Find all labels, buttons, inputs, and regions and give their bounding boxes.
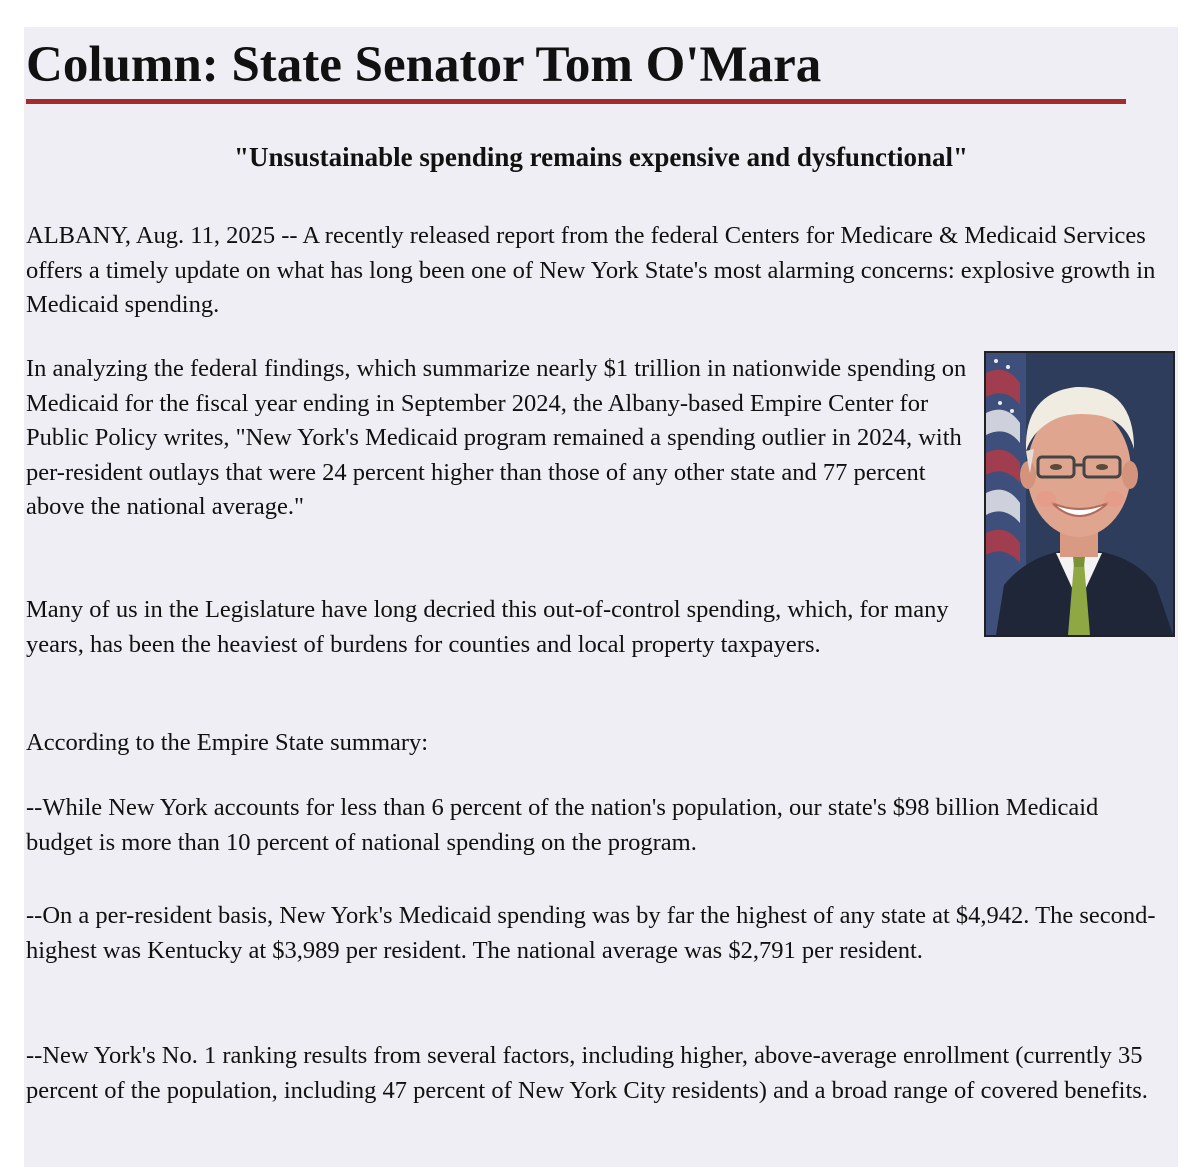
- senator-portrait: [984, 351, 1175, 637]
- article-paragraph-4: According to the Empire State summary:: [26, 729, 429, 756]
- article-paragraph-3: Many of us in the Legislature have long decried this out-of-control spending, which, for many years, has been the heaviest of burdens for counties and local property taxpayers.: [26, 596, 949, 658]
- title-divider: [26, 99, 1126, 104]
- article-paragraph-7: --New York's No. 1 ranking results from several factors, including higher, above-average enrollment (currently 35 percent of the population, including 47 percent of New York City residents) and a broad range of covered benefits.: [26, 1042, 1148, 1104]
- article-page: [24, 27, 1178, 1167]
- article-paragraph-6: --On a per-resident basis, New York's Medicaid spending was by far the highest of any state at $4,942. The second-highest was Kentucky at $3,989 per resident. The national average was $2,791 per resident.: [26, 902, 1156, 964]
- article-headline: "Unsustainable spending remains expensive and dysfunctional": [234, 142, 968, 172]
- article-paragraph-2: In analyzing the federal findings, which summarize nearly $1 trillion in nationwide spending on Medicaid for the fiscal year ending in September 2024, the Albany-based Empire Center for Public Policy writes, "New York's Medicaid program remained a spending outlier in 2024, with per-resident outlays that were 24 percent higher than those of any other state and 77 percent above the national average.": [26, 355, 967, 520]
- column-title: Column: State Senator Tom O'Mara: [26, 37, 822, 93]
- article-paragraph-5: --While New York accounts for less than 6 percent of the nation's population, our state's $98 billion Medicaid budget is more than 10 percent of national spending on the program.: [26, 794, 1099, 856]
- article-paragraph-1: ALBANY, Aug. 11, 2025 -- A recently released report from the federal Centers for Medicare & Medicaid Services offers a timely update on what has long been one of New York State's most alarming concerns: explosive growth in Medicaid spending.: [26, 222, 1156, 318]
